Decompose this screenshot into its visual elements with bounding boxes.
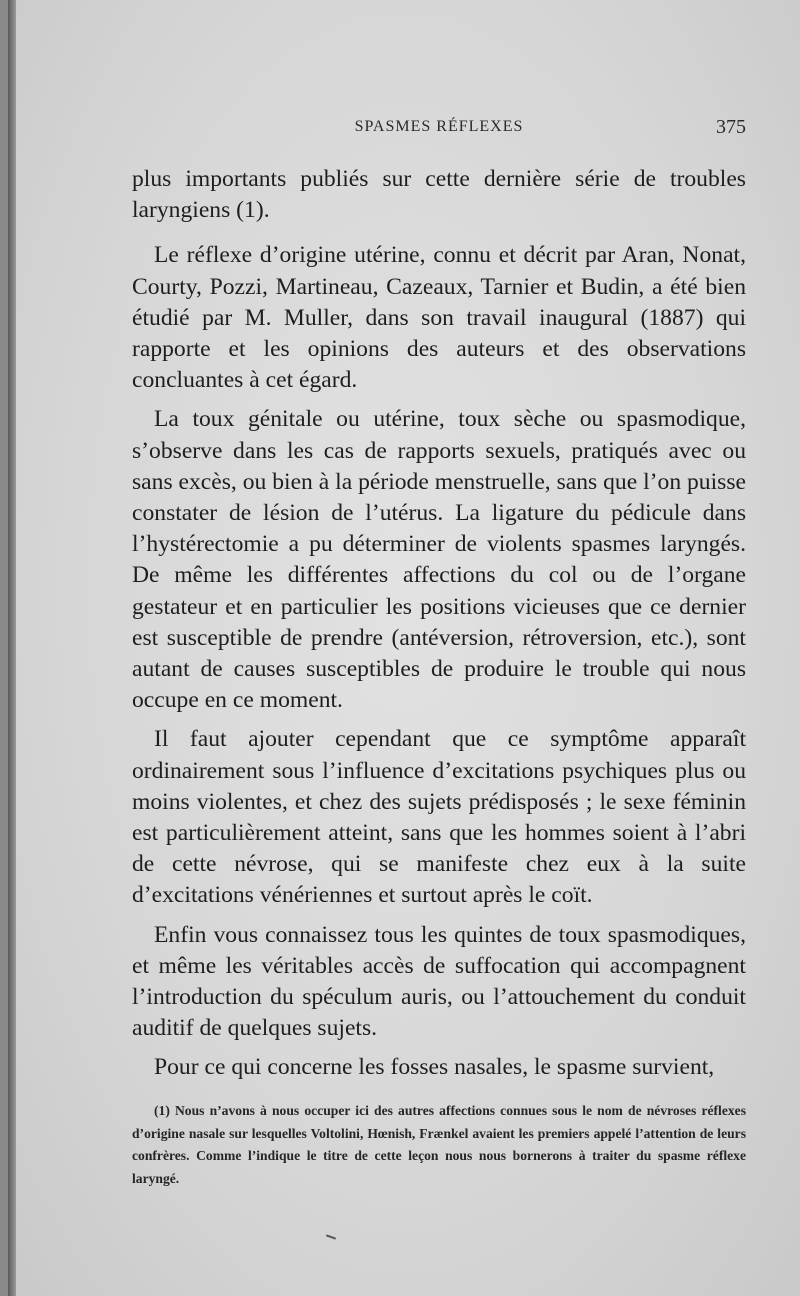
- paragraph-continuation: plus importants publiés sur cette dernière série de troubles laryngiens (1).: [132, 166, 746, 224]
- paragraph-uterine-reflex: Le réflexe d’origine utérine, connu et décrit par Aran, Nonat, Courty, Pozzi, Martineau, Cazeaux, Tarnier et Budin, a été bien étudié par M. Muller, dans son travail inaugural (1887) qui rapporte et les opinions des auteurs et des observations concluantes à cet égard.: [132, 242, 746, 394]
- paragraph-symptom-causes: Il faut ajouter cependant que ce symptôme apparaît ordinairement sous l’influence d’excitations psychiques plus ou moins violentes, et chez des sujets prédisposés ; le sexe féminin est particulièrement atteint, sans que les hommes soient à l’abri de cette névrose, qui se manifeste chez eux à la suite d’excitations vénériennes et surtout après le coït.: [132, 726, 746, 909]
- printer-mark: [326, 1234, 336, 1239]
- running-header: [132, 118, 746, 142]
- body-text: [132, 164, 746, 1092]
- paragraph-nasal-fossae: Pour ce qui concerne les fosses nasales, le spasme survient,: [154, 1054, 715, 1081]
- paragraph-genital-cough: La toux génitale ou utérine, toux sèche ou spasmodique, s’observe dans les cas de rapports sexuels, pratiqués avec ou sans excès, ou bien à la période menstruelle, sans que l’on puisse constater de lésion de l’utérus. La ligature du pédicule dans l’hystérectomie a pu déterminer de violents spasmes laryngés. De même les différentes affections du col ou de l’organe gestateur et en particulier les positions vicieuses que ce dernier est susceptible de prendre (antéversion, rétroversion, etc.), sont autant de causes susceptibles de produire le trouble qui nous occupe en ce moment.: [132, 406, 746, 714]
- running-title: SPASMES RÉFLEXES: [354, 118, 524, 135]
- book-page: [8, 0, 800, 1296]
- paragraph-ear-reflex: Enfin vous connaissez tous les quintes de toux spasmodiques, et même les véritables accès de suffocation qui accompagnent l’introduction du spéculum auris, ou l’attouchement du conduit auditif de quelques sujets.: [132, 921, 746, 1042]
- footnote: (1) Nous n’avons à nous occuper ici des autres affections connues sous le nom de névroses réflexes d’origine nasale sur lesquelles Voltolini, Hœnish, Frænkel avaient les premiers appelé l’attention de leurs confrères. Comme l’indique le titre de cette leçon nous nous bornerons à traiter du spasme réflexe laryngé.: [132, 1103, 746, 1186]
- page-gutter-shadow: [8, 0, 16, 1296]
- page-number: 375: [716, 116, 746, 138]
